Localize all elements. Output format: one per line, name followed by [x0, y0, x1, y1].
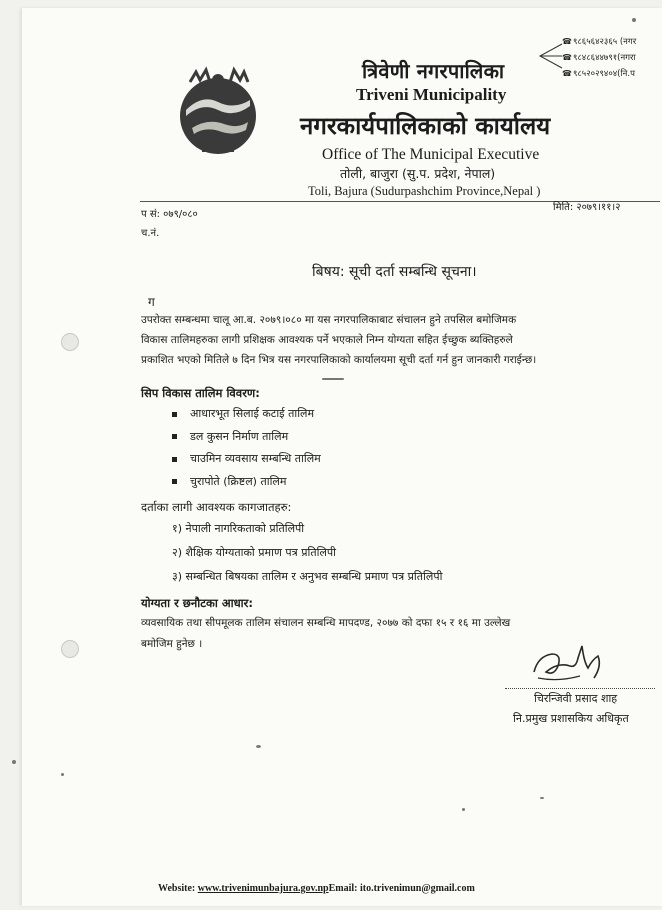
municipality-emblem-icon: [172, 66, 264, 158]
documents-section-title: दर्ताका लागी आवश्यक कागजातहरु:: [141, 500, 292, 514]
phone-3: ☎९८५२०२९४०४(नि.प: [562, 69, 635, 79]
training-list: [172, 403, 321, 493]
signatory-name: चिरन्जिवी प्रसाद शाह: [534, 692, 618, 705]
list-item: आधारभूत सिलाई कटाई तालिम: [172, 403, 321, 426]
phone-2: ☎९८४८६४४७९१(नगरा: [562, 53, 636, 63]
signatory-title: नि.प्रमुख प्रशासकिय अधिकृत: [513, 712, 629, 725]
body-line: बमोजिम हुनेछ ।: [141, 638, 203, 650]
eligibility-section-title: योग्यता र छनौटका आधार:: [141, 596, 253, 610]
bullet-icon: [172, 412, 177, 417]
bullet-icon: [172, 479, 177, 484]
scan-speck: [12, 760, 16, 764]
phone-icon: ☎: [562, 37, 572, 46]
body-line: प्रकाशित भएको मितिले ७ दिन भित्र यस नगरपालिकाको कार्यालयमा सूची दर्ता गर्न हुन जानकारी गराईन्छ।: [141, 354, 537, 366]
scan-speck: [256, 745, 261, 748]
website-label: Website:: [158, 883, 198, 894]
municipality-name-np: त्रिवेणी नगरपालिका: [362, 59, 505, 83]
signature: [528, 638, 608, 686]
body-line: विकास तालिमहरुका लागी प्रशिक्षक आवश्यक पर्ने भएकाले निम्न योग्यता सहित ईच्छुक ब्यक्तिहरुले: [141, 334, 513, 346]
list-item: चाउमिन व्यवसाय सम्बन्धि तालिम: [172, 448, 321, 471]
document-page: [22, 8, 662, 906]
punch-hole-top: [61, 333, 79, 351]
scan-speck: [462, 808, 465, 811]
phone-numbers: [562, 34, 636, 82]
salutation: ग: [148, 295, 155, 309]
address-np: तोली, बाजुरा (सु.प. प्रदेश, नेपाल): [340, 166, 496, 181]
email-link[interactable]: ito.trivenimun@gmail.com: [359, 883, 475, 894]
municipality-name-en: Triveni Municipality: [356, 85, 507, 104]
list-item: डल कुसन निर्माण तालिम: [172, 426, 321, 449]
list-item: चुरापोते (क्रिष्टल) तालिम: [172, 471, 321, 494]
list-item: १) नेपाली नागरिकताको प्रतिलिपी: [172, 522, 305, 535]
phone-icon: ☎: [562, 53, 572, 62]
phone-bracket-icon: [534, 42, 564, 72]
office-name-en: Office of The Municipal Executive: [322, 146, 540, 163]
letter-reference: प सं: ०७९/०८०: [141, 209, 198, 220]
dispatch-number: च.नं.: [141, 228, 160, 239]
training-section-title: सिप विकास तालिम विवरण:: [141, 386, 260, 400]
phone-1: ☎९८६५६४२३६५ (नगर: [562, 37, 637, 47]
scan-speck: [322, 378, 344, 380]
scan-speck: [61, 773, 64, 776]
bullet-icon: [172, 457, 177, 462]
body-paragraph: [141, 310, 662, 370]
scan-speck: [632, 18, 636, 22]
bullet-icon: [172, 434, 177, 439]
letter-date: मिति: २०७९।११।२: [553, 202, 621, 213]
website-link[interactable]: www.trivenimunbajura.gov.np: [197, 883, 329, 894]
list-item: २) शैक्षिक योग्यताको प्रमाण पत्र प्रतिलिपी: [172, 546, 337, 559]
punch-hole-bottom: [61, 640, 79, 658]
body-line: व्यवसायिक तथा सीपमूलक तालिम संचालन सम्बन्धि मापदण्ड, २०७७ को दफा १५ र १६ मा उल्लेख: [141, 617, 511, 629]
address-en: Toli, Bajura (Sudurpashchim Province,Nepal ): [308, 184, 541, 198]
footer-contact: [158, 883, 475, 894]
documents-list: [172, 517, 442, 589]
email-label: Email:: [328, 883, 360, 894]
office-name-np: नगरकार्यपालिकाको कार्यालय: [300, 112, 551, 140]
body-line: उपरोक्त सम्बन्धमा चालू आ.ब. २०७९।०८० मा यस नगरपालिकाबाट संचालन हुने तपसिल बमोजिमक: [141, 314, 517, 326]
signature-line: [505, 688, 655, 689]
phone-icon: ☎: [562, 69, 572, 78]
scan-speck: [540, 797, 544, 799]
subject-line: बिषय: सूची दर्ता सम्बन्धि सूचना।: [312, 264, 477, 280]
list-item: ३) सम्बन्धित बिषयका तालिम र अनुभव सम्बन्धि प्रमाण पत्र प्रतिलिपी: [172, 570, 443, 583]
